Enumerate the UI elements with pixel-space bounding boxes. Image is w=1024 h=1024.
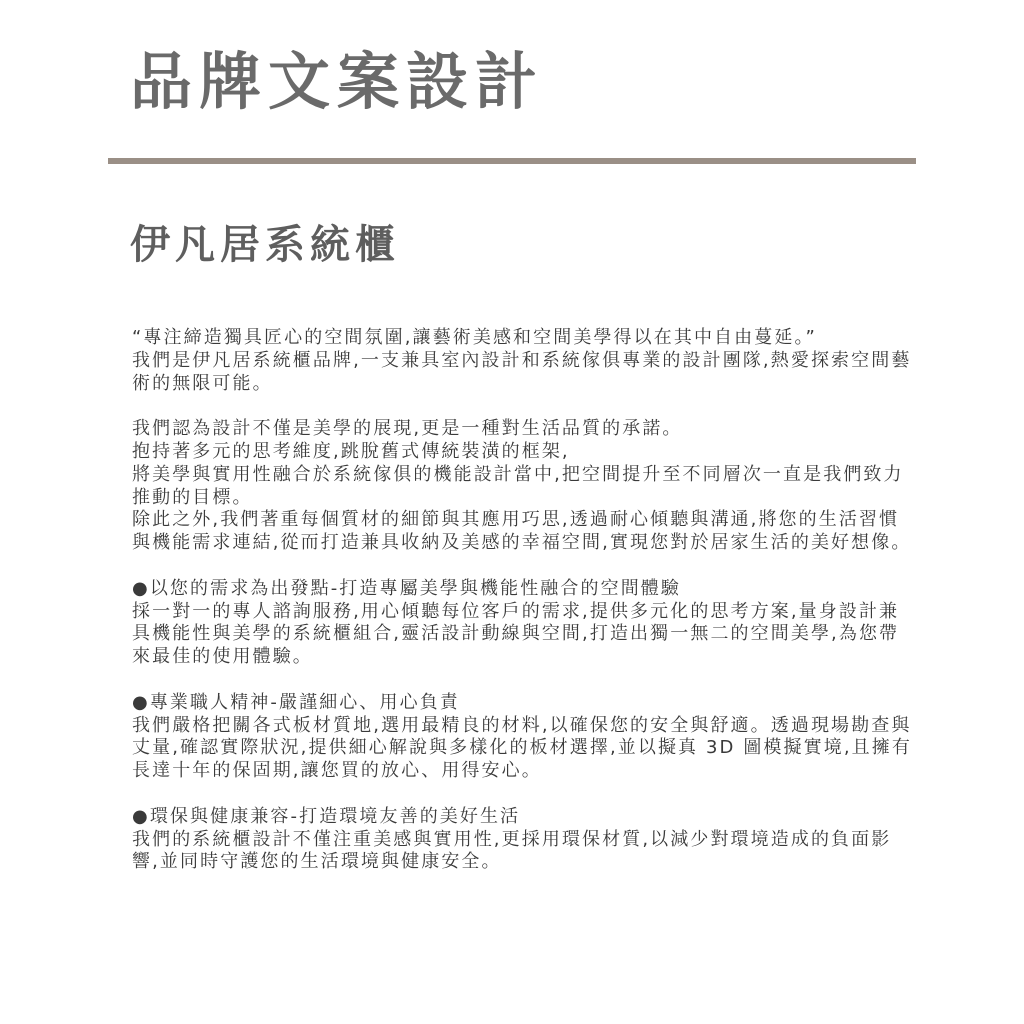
page-title: 品牌文案設計	[130, 45, 545, 118]
feature-body: 我們的系統櫃設計不僅注重美感與實用性,更採用環保材質,以減少對環境造成的負面影響,並同時守護您的生活環境與健康安全。	[132, 828, 892, 873]
bullet-icon: ●	[132, 691, 150, 713]
philosophy-line: 抱持著多元的思考維度,跳脫舊式傳統裝潢的框架,	[132, 440, 570, 462]
brand-copy	[132, 327, 912, 874]
philosophy-section	[132, 418, 912, 555]
feature-heading-text: 以您的需求為出發點-打造專屬美學與機能性融合的空間體驗	[149, 577, 682, 599]
feature-body: 採一對一的專人諮詢服務,用心傾聽每位客戶的需求,提供多元化的思考方案,量身設計兼具機能性與美學的系統櫃組合,靈活設計動線與空間,打造出獨一無二的空間美學,為您帶來最佳的使用體驗。	[132, 600, 900, 668]
bullet-icon: ●	[132, 805, 150, 827]
feature-heading-text: 環保與健康兼容-打造環境友善的美好生活	[149, 805, 521, 827]
philosophy-line: 除此之外,我們著重每個質材的細節與其應用巧思,透過耐心傾聽與溝通,將您的生活習慣與機能需求連結,從而打造兼具收納及美感的幸福空間,實現您對於居家生活的美好想像。	[132, 509, 912, 554]
intro-quote: “專注締造獨具匠心的空間氛圍,讓藝術美感和空間美學得以在其中自由蔓延。”	[132, 327, 817, 348]
intro-about: 我們是伊凡居系統櫃品牌,一支兼具室內設計和系統傢俱專業的設計團隊,熱愛探索空間藝術的無限可能。	[132, 349, 912, 394]
feature-heading	[132, 578, 912, 601]
feature-body: 我們嚴格把關各式板材質地,選用最精良的材料,以確保您的安全與舒適。透過現場勘查與丈量,確認實際狀況,提供細心解說與多樣化的板材選擇,並以擬真 3D 圖模擬實境,且擁有長達十年的保固期,讓您買的放心、用得安心。	[132, 714, 912, 782]
brand-name-heading: 伊凡居系統櫃	[130, 222, 400, 268]
feature-section	[132, 806, 912, 874]
feature-heading	[132, 806, 912, 829]
feature-heading	[132, 692, 912, 715]
philosophy-line: 將美學與實用性融合於系統傢俱的機能設計當中,把空間提升至不同層次一直是我們致力推動的目標。	[132, 463, 904, 508]
title-divider	[108, 158, 916, 164]
bullet-icon: ●	[132, 577, 150, 599]
intro-section	[132, 327, 912, 395]
philosophy-line: 我們認為設計不僅是美學的展現,更是一種對生活品質的承諾。	[132, 418, 683, 440]
feature-heading-text: 專業職人精神-嚴謹細心、用心負責	[149, 691, 460, 713]
feature-section	[132, 578, 912, 669]
feature-section	[132, 692, 912, 783]
